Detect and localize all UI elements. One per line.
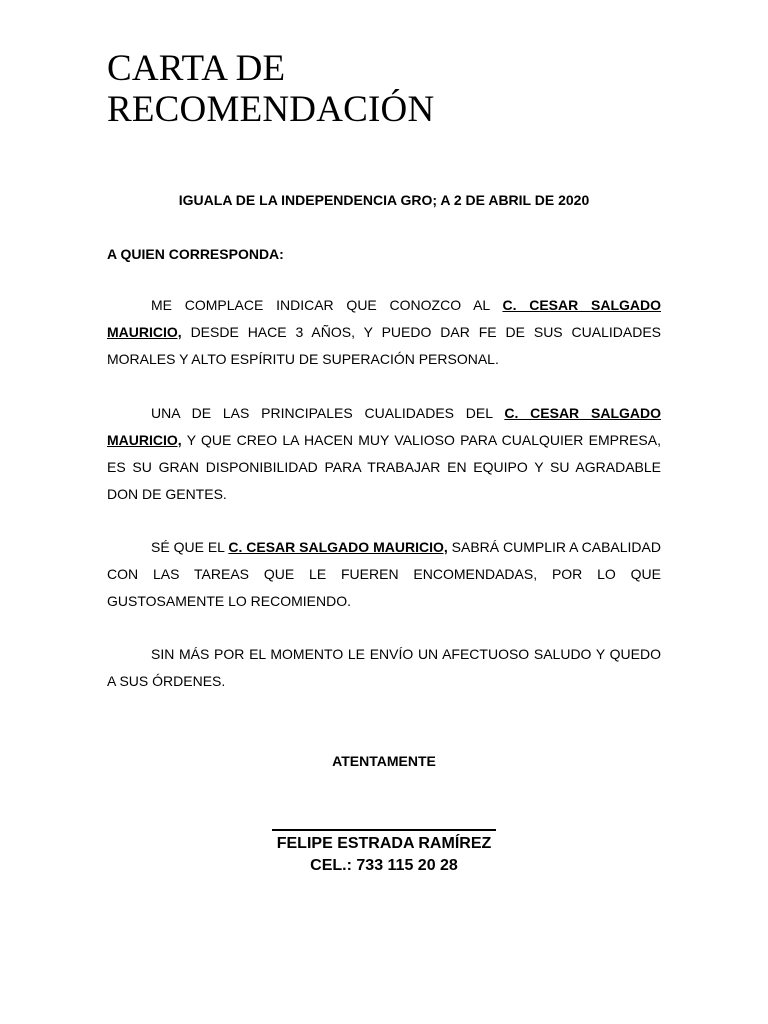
- paragraph-2-body: Y QUE CREO LA HACEN MUY VALIOSO PARA CUALQUIER EMPRESA, ES SU GRAN DISPONIBILIDAD PARA TRABAJAR EN EQUIPO Y SU AGRADABLE DON DE GENTES.: [107, 432, 661, 502]
- recommended-name: C. CESAR SALGADO MAURICIO,: [107, 405, 661, 448]
- paragraph-2-intro: UNA DE LAS PRINCIPALES CUALIDADES DEL: [151, 405, 505, 421]
- paragraph-3-body: SABRÁ CUMPLIR A CABALIDAD CON LAS TAREAS QUE LE FUEREN ENCOMENDADAS, POR LO QUE GUSTOSAMENTE LO RECOMIENDO.: [107, 539, 661, 609]
- title-line-2: RECOMENDACIÓN: [107, 89, 435, 130]
- salutation: A QUIEN CORRESPONDA:: [107, 246, 284, 262]
- paragraph-1: [107, 292, 661, 373]
- signer-phone: CEL.: 733 115 20 28: [310, 857, 458, 874]
- recommended-name: C. CESAR SALGADO MAURICIO,: [107, 297, 661, 340]
- paragraph-1-body: DESDE HACE 3 AÑOS, Y PUEDO DAR FE DE SUS CUALIDADES MORALES Y ALTO ESPÍRITU DE SUPERACIÓN PERSONAL.: [107, 324, 661, 367]
- date-line: IGUALA DE LA INDEPENDENCIA GRO; A 2 DE ABRIL DE 2020: [178, 192, 590, 208]
- closing: ATENTAMENTE: [332, 753, 436, 769]
- paragraph-3-intro: SÉ QUE EL: [151, 539, 229, 555]
- paragraph-1-intro: ME COMPLACE INDICAR QUE CONOZCO AL: [151, 297, 503, 313]
- letter-title: [107, 48, 661, 130]
- paragraph-2: [107, 400, 661, 508]
- paragraph-4: SIN MÁS POR EL MOMENTO LE ENVÍO UN AFECTUOSO SALUDO Y QUEDO A SUS ÓRDENES.: [107, 646, 661, 689]
- signature-line: [272, 829, 496, 831]
- paragraph-3: [107, 534, 661, 615]
- signer-name: FELIPE ESTRADA RAMÍREZ: [276, 835, 492, 852]
- title-line-1: CARTA DE: [107, 48, 286, 89]
- recommended-name: C. CESAR SALGADO MAURICIO,: [228, 539, 448, 555]
